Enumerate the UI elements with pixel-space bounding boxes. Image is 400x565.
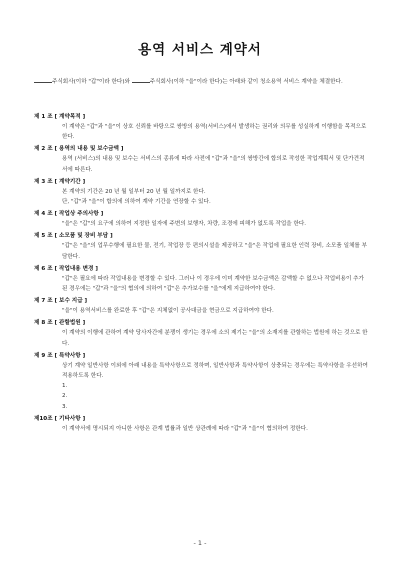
intro-paragraph [34,76,368,88]
page-number: - 1 - [193,539,207,547]
special-item-2: 2. [62,393,68,400]
article-10 [34,414,368,434]
article-heading: 제 8 조 [ 관할법원 ] [34,320,86,327]
special-item-3: 3. [62,403,68,410]
article-body: 용역 (서비스)의 내용 및 보수는 서비스의 종류에 따라 사전에 "갑"과 "을"의 쌍방간에 합의로 작성한 작업계획서 및 단가견적서에 따른다. [62,156,365,173]
article-body: "갑"은 "을"의 업무수행에 필요한 물, 전기, 작업장 등 편의시설을 제공하고 "을"은 작업에 필요한 인력 장비, 소모품 일체를 부담한다. [62,243,367,260]
article-4 [34,209,368,229]
document-title: 용역 서비스 계약서 [138,42,262,58]
article-body: "을"은 "갑"의 요구에 의하여 지정한 일자에 주변의 보행자, 차량, 조경에 피해가 없도록 작업을 한다. [62,221,307,228]
article-5 [34,231,368,261]
article-3 [34,177,368,207]
party-a-blank [34,76,52,83]
article-7 [34,296,368,316]
article-body: 상기 계약 일반사항 이외에 아래 내용을 특약사항으로 정하며, 일반사항과 특약사항이 상충되는 경우에는 특약사항을 우선하여 적용하도록 한다. [62,362,368,380]
articles-list [34,110,368,434]
article-8 [34,318,368,348]
article-heading: 제 4 조 [ 작업상 주의사항 ] [34,211,104,218]
article-1 [34,112,368,142]
article-body: 이 계약의 이행에 관하여 계약 당사자간에 분쟁이 생기는 경우에 소의 제기는 "을"의 소재지를 관할하는 법원에 하는 것으로 한다. [62,330,368,347]
article-heading: 제 7 조 [ 보수 지급 ] [34,298,88,305]
article-heading: 제10조 [ 기타사항 ] [34,415,86,422]
article-heading: 제 1 조 [ 계약목적 ] [34,114,86,120]
special-item-1: 1. [62,383,68,390]
article-body: "갑"은 필요에 따라 작업내용을 변경할 수 있다. 그러나 이 경우에 이미 계약한 보수금액은 감액할 수 없으나 작업비용이 추가된 경우에는 "갑"과 "을"의 협의에 의하여 "갑"은 추가보수를 "을"에게 지급하여야 한다. [62,275,364,293]
article-body: "을"이 용역서비스를 완료한 후 "갑"은 지체없이 공사대금을 현금으로 지급하여야 한다. [62,308,274,315]
article-body: 이 계약은 "갑"과 "을"이 상호 신뢰를 바탕으로 쌍방의 용역(서비스)에서 발생하는 권리와 의무를 성실하게 이행함을 목적으로 한다. [62,124,367,141]
intro-part1: 주식회사(이하 "갑"이라 한다)와 [52,79,130,85]
article-body: 이 계약서에 명시되지 아니한 사항은 관계 법률과 일반 상관례에 따라 "갑"과 "을"이 협의하여 정한다. [62,425,308,432]
article-body: 본 계약의 기간은 20 년 월 일부터 20 년 월 일까지로 한다. [62,188,206,195]
article-heading: 제 3 조 [ 계약기간 ] [34,178,86,185]
article-heading: 제 6 조 [ 작업내용 변경 ] [34,265,98,272]
article-heading: 제 2 조 [ 용역의 내용 및 보수금액 ] [34,146,124,153]
intro-part2: 주식회사(이하 "을"이라 한다)는 아래와 같이 청소용역 서비스 계약을 체결한다. [149,79,343,85]
article-2 [34,144,368,174]
article-9 [34,351,368,412]
article-heading: 제 5 조 [ 소모품 및 장비 부담 ] [34,233,113,240]
party-b-blank [132,76,150,83]
article-heading: 제 9 조 [ 특약사항 ] [34,352,86,359]
article-body-extra: 단, "갑"과 "을"이 합의에 의하여 계약 기간을 연장할 수 있다. [62,199,211,206]
article-6 [34,264,368,294]
